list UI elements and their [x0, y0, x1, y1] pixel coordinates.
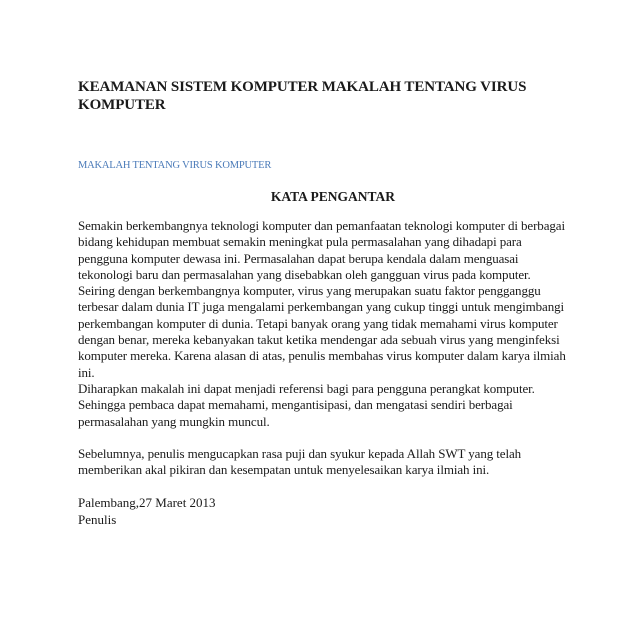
paragraph-virus: Seiring dengan berkembangnya komputer, virus yang merupakan suatu faktor pengganggu terbesar dalam dunia IT juga mengalami perkembangan yang cukup tinggi untuk mengimbangi perkembangan komputer di dunia. Tetapi banyak orang yang tidak memahami virus komputer dengan benar, mereka kebanyakan takut ketika mendengar ada sebuah virus yang menginfeksi komputer mereka. Karena alasan di atas, penulis membahas virus komputer dalam karya ilmiah ini. [78, 283, 566, 380]
paragraph-intro: Semakin berkembangnya teknologi komputer dan pemanfaatan teknologi komputer di berbagai bidang kehidupan membuat semakin meningkat pula permasalahan yang dihadapi para pengguna komputer dewasa ini. Permasalahan dapat berupa kendala dalam menguasai tekonologi baru dan permasalahan yang disebabkan oleh gangguan virus pada komputer. [78, 218, 565, 282]
document-page [78, 78, 568, 528]
signature-block [78, 495, 568, 528]
signatory: Penulis [78, 511, 117, 527]
section-heading: KATA PENGANTAR [270, 189, 396, 204]
document-title: KEAMANAN SISTEM KOMPUTER MAKALAH TENTANG VIRUS KOMPUTER [78, 79, 527, 113]
paragraph-hope: Diharapkan makalah ini dapat menjadi referensi bagi para pengguna perangkat komputer. Sehingga pembaca dapat memahami, mengantisipasi, dan mengatasi sendiri berbagai permasalahan yang mungkin muncul. [78, 380, 535, 429]
subtitle-link[interactable]: MAKALAH TENTANG VIRUS KOMPUTER [78, 160, 272, 171]
paragraph-thanks: Sebelumnya, penulis mengucapkan rasa puji dan syukur kepada Allah SWT yang telah memberikan akal pikiran dan kesempatan untuk menyelesaikan karya ilmiah ini. [78, 445, 522, 478]
place-date: Palembang,27 Maret 2013 [78, 495, 216, 511]
